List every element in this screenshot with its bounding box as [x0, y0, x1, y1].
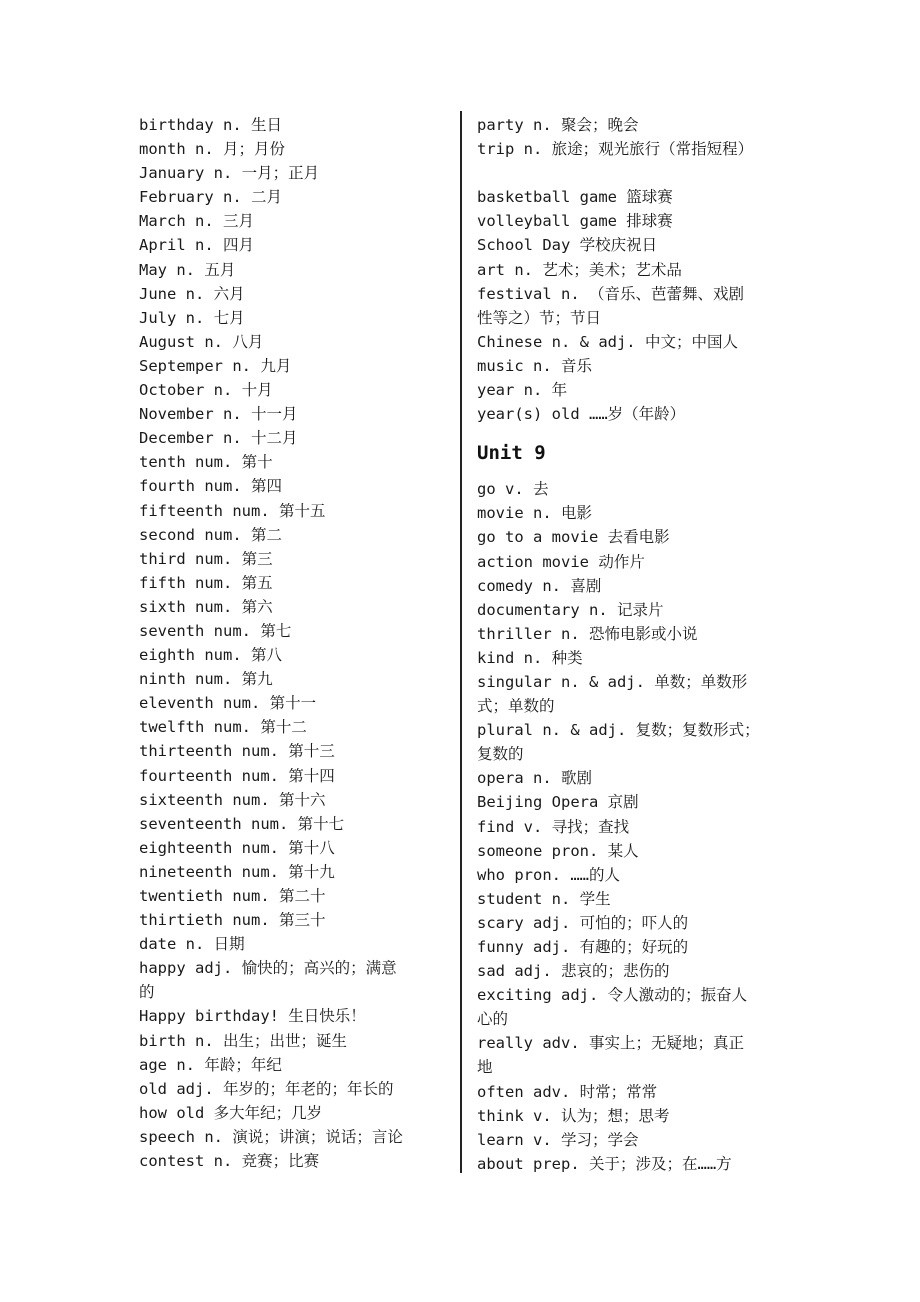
vocabulary-entry: basketball game 篮球赛: [477, 188, 673, 207]
vocabulary-entry: student n. 学生: [477, 889, 611, 908]
unit-heading: Unit 9: [477, 442, 546, 465]
vocabulary-entry: exciting adj. 令人激动的；振奋人: [477, 986, 748, 1005]
vocabulary-entry: trip n. 旅途；观光旅行（常指短程）: [477, 140, 754, 159]
vocabulary-entry: sad adj. 悲哀的；悲伤的: [477, 962, 670, 981]
vocabulary-entry: volleyball game 排球赛: [477, 212, 673, 231]
vocabulary-entry: thirtieth num. 第三十: [139, 911, 326, 930]
vocabulary-entry: movie n. 电影: [477, 504, 592, 523]
vocabulary-entry: 的: [139, 983, 155, 1002]
vocabulary-entry: 心的: [477, 1010, 509, 1029]
column-divider: [460, 111, 462, 1173]
vocabulary-entry: thriller n. 恐怖电影或小说: [477, 624, 698, 643]
vocabulary-entry: music n. 音乐: [477, 356, 592, 375]
vocabulary-entry: comedy n. 喜剧: [477, 576, 602, 595]
vocabulary-entry: tenth num. 第十: [139, 453, 273, 472]
vocabulary-entry: October n. 十月: [139, 381, 273, 400]
vocabulary-entry: second num. 第二: [139, 525, 282, 544]
blank-line: [477, 161, 782, 185]
vocabulary-entry: happy adj. 愉快的；高兴的；满意: [139, 959, 397, 978]
vocabulary-entry: sixth num. 第六: [139, 597, 273, 616]
vocabulary-entry: scary adj. 可怕的；吓人的: [477, 913, 689, 932]
vocabulary-entry: nineteenth num. 第十九: [139, 862, 335, 881]
vocabulary-entry: May n. 五月: [139, 260, 236, 279]
vocabulary-entry: Happy birthday! 生日快乐！: [139, 1007, 366, 1026]
vocabulary-entry: action movie 动作片: [477, 552, 645, 571]
vocabulary-entry: art n. 艺术；美术；艺术品: [477, 260, 682, 279]
vocabulary-entry: Beijing Opera 京剧: [477, 793, 639, 812]
vocabulary-entry: eighth num. 第八: [139, 646, 282, 665]
vocabulary-entry: singular n. & adj. 单数；单数形: [477, 672, 748, 691]
vocabulary-entry: March n. 三月: [139, 212, 254, 231]
vocabulary-entry: twelfth num. 第十二: [139, 718, 307, 737]
vocabulary-entry: seventh num. 第七: [139, 621, 292, 640]
vocabulary-entry: December n. 十二月: [139, 429, 298, 448]
vocabulary-entry: January n. 一月；正月: [139, 164, 320, 183]
vocabulary-entry: 性等之）节；节日: [477, 308, 602, 327]
vocabulary-entry: kind n. 种类: [477, 648, 583, 667]
vocabulary-entry: someone pron. 某人: [477, 841, 639, 860]
vocabulary-entry: birthday n. 生日: [139, 116, 282, 134]
vocabulary-entry: twentieth num. 第二十: [139, 887, 326, 905]
vocabulary-list-unit8-continued: [477, 113, 782, 426]
vocabulary-entry: fifth num. 第五: [139, 573, 273, 592]
vocabulary-entry: often adv. 时常；常常: [477, 1082, 658, 1101]
vocabulary-entry: 复数的: [477, 745, 524, 764]
vocabulary-entry: thirteenth num. 第十三: [139, 742, 335, 761]
vocabulary-entry: documentary n. 记录片: [477, 600, 664, 619]
vocabulary-entry: 地: [477, 1058, 493, 1077]
vocabulary-entry: eleventh num. 第十一: [139, 694, 317, 713]
vocabulary-entry: who pron. ……的人: [477, 865, 620, 884]
vocabulary-entry: old adj. 年岁的；年老的；年长的: [139, 1079, 394, 1098]
vocabulary-entry: birth n. 出生；出世；诞生: [139, 1031, 347, 1050]
vocabulary-column-right: [477, 113, 782, 1176]
vocabulary-entry: opera n. 歌剧: [477, 769, 592, 788]
vocabulary-entry: seventeenth num. 第十七: [139, 814, 345, 833]
vocabulary-entry: contest n. 竞赛；比赛: [139, 1152, 320, 1171]
vocabulary-entry: Chinese n. & adj. 中文；中国人: [477, 332, 738, 351]
vocabulary-entry: July n. 七月: [139, 308, 245, 327]
vocabulary-entry: plural n. & adj. 复数；复数形式；: [477, 721, 760, 740]
vocabulary-entry: third num. 第三: [139, 549, 273, 568]
vocabulary-entry: year(s) old ……岁（年龄）: [477, 405, 686, 424]
vocabulary-entry: November n. 十一月: [139, 405, 298, 424]
vocabulary-entry: about prep. 关于；涉及；在……方: [477, 1154, 732, 1173]
vocabulary-entry: think v. 认为；想；思考: [477, 1106, 670, 1125]
vocabulary-entry: find v. 寻找；查找: [477, 817, 630, 836]
vocabulary-entry: ninth num. 第九: [139, 670, 273, 689]
vocabulary-entry: festival n. （音乐、芭蕾舞、戏剧: [477, 284, 744, 303]
vocabulary-entry: year n. 年: [477, 381, 568, 400]
vocabulary-entry: February n. 二月: [139, 188, 282, 207]
vocabulary-entry: age n. 年龄；年纪: [139, 1055, 282, 1074]
vocabulary-list-unit9: [477, 477, 782, 1176]
vocabulary-entry: fifteenth num. 第十五: [139, 501, 326, 520]
vocabulary-entry: go to a movie 去看电影: [477, 528, 670, 547]
vocabulary-entry: Septemper n. 九月: [139, 356, 292, 375]
vocabulary-entry: speech n. 演说；讲演；说话；言论: [139, 1127, 403, 1146]
vocabulary-entry: funny adj. 有趣的；好玩的: [477, 938, 689, 956]
vocabulary-entry: really adv. 事实上；无疑地；真正: [477, 1034, 744, 1053]
vocabulary-column-left: [139, 113, 444, 1173]
vocabulary-entry: learn v. 学习；学会: [477, 1130, 639, 1149]
vocabulary-entry: go v. 去: [477, 480, 549, 499]
vocabulary-entry: School Day 学校庆祝日: [477, 236, 658, 255]
vocabulary-entry: 式；单数的: [477, 697, 555, 716]
vocabulary-entry: sixteenth num. 第十六: [139, 790, 326, 809]
vocabulary-entry: fourteenth num. 第十四: [139, 766, 335, 785]
vocabulary-entry: date n. 日期: [139, 935, 245, 954]
vocabulary-entry: April n. 四月: [139, 236, 254, 255]
vocabulary-entry: month n. 月；月份: [139, 140, 285, 159]
vocabulary-entry: fourth num. 第四: [139, 477, 282, 496]
vocabulary-entry: June n. 六月: [139, 284, 245, 303]
vocabulary-entry: August n. 八月: [139, 332, 264, 351]
vocabulary-entry: eighteenth num. 第十八: [139, 838, 335, 857]
vocabulary-entry: how old 多大年纪；几岁: [139, 1103, 323, 1122]
vocabulary-entry: party n. 聚会；晚会: [477, 116, 639, 134]
